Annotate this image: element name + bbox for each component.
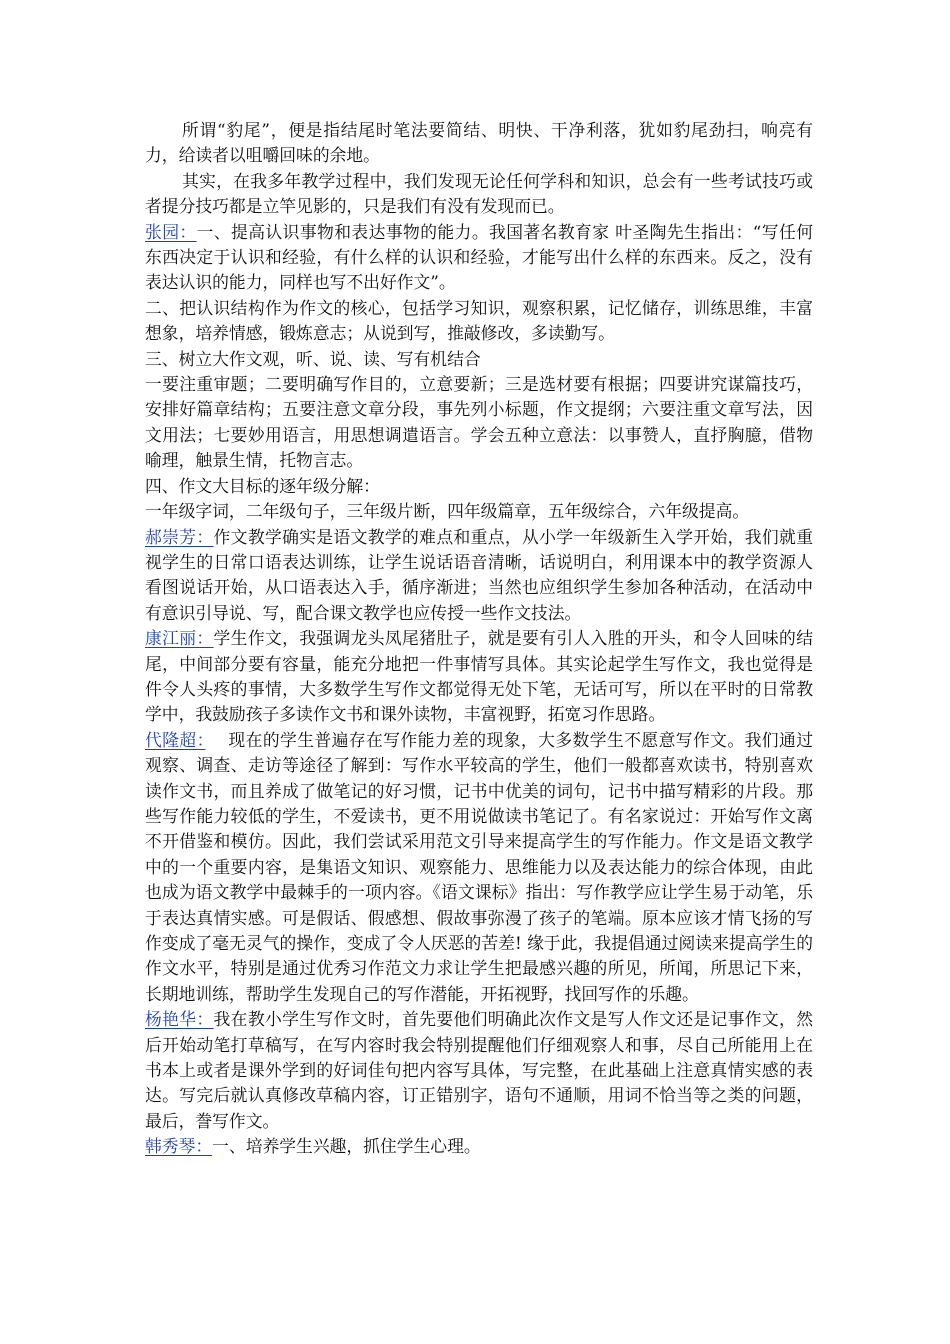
paragraph-seven-requirements [145,372,813,474]
speaker-link-yang-yanhua[interactable]: 杨艳华： [145,1009,214,1030]
paragraph-yang-yanhua [145,1007,813,1134]
speaker-link-dai-longchao[interactable]: 代隆超： [145,729,206,750]
paragraph-text: 学生作文，我强调龙头凤尾猪肚子，就是要有引人入胜的开头，和令人回味的结尾，中间部分要有容量，能充分地把一件事情写具体。其实论起学生写作文，我也觉得是件令人头疼的事情，大多数学生写作文都觉得无处下笔，无话可写，所以在平时的日常教学中，我鼓励孩子多读作文书和课外读物，丰富视野，拓宽习作思路。 [145,628,813,725]
paragraph-point-two [145,296,813,347]
paragraph-text: 一要注重审题；二要明确写作目的，立意要新；三是选材要有根据；四要讲究谋篇技巧，安排好篇章结构；五要注意文章分段，事先列小标题，作文提纲；六要注重文章写法，因文用法；七要妙用语言，用思想调遣语言。学会五种立意法：以事赞人，直抒胸臆，借物喻理，触景生情，托物言志。 [145,374,813,471]
paragraph-text: 三、树立大作文观，听、说、读、写有机结合 [145,348,481,369]
speaker-link-kang-jiangli[interactable]: 康江丽： [145,628,214,649]
paragraph-leopard-tail [145,118,813,169]
paragraph-point-four [145,474,813,499]
paragraph-text: 我在教小学生写作文时，首先要他们明确此次作文是写人作文还是记事作文，然后开始动笔打草稿写，在写内容时我会特别提醒他们仔细观察人和事，尽自己所能用上在书本上或者是课外学到的好词佳句把内容写具体，写完整，在此基础上注意真情实感的表达。写完后就认真修改草稿内容，订正错别字，语句不通顺，用词不恰当等之类的问题，最后，誊写作文。 [145,1009,813,1131]
paragraph-han-xiuqin [145,1134,813,1159]
paragraph-point-three [145,347,813,372]
speaker-link-han-xiuqin[interactable]: 韩秀琴： [145,1136,213,1157]
paragraph-text: 所谓“豹尾”，便是指结尾时笔法要简结、明快、干净利落，犹如豹尾劲扫，响亮有力，给读者以咀嚼回味的余地。 [145,120,813,166]
paragraph-text: 一、培养学生兴趣，抓住学生心理。 [212,1136,481,1157]
speaker-link-zhang-yuan[interactable]: 张园： [145,221,197,242]
paragraph-text: 作文教学确实是语文教学的难点和重点，从小学一年级新生入学开始，我们就重视学生的日常口语表达训练，让学生说话语音清晰，话说明白，利用课本中的教学资源人看图说话开始，从口语表达入手，循序渐进；当然也应组织学生参加各种活动，在活动中有意识引导说、写，配合课文教学也应传授一些作文技法。 [145,526,813,623]
paragraph-exam-skills [145,169,813,220]
paragraph-text: 现在的学生普遍存在写作能力差的现象，大多数学生不愿意写作文。我们通过观察、调查、走访等途径了解到：写作水平较高的学生，他们一般都喜欢读书，特别喜欢读作文书，而且养成了做笔记的好习惯，记书中优美的词句，记书中描写精彩的片段。那些写作能力较低的学生，不爱读书，更不用说做读书笔记了。有名家说过：开始写作文离不开借鉴和模仿。因此，我们尝试采用范文引导来提高学生的写作能力。作文是语文教学中的一个重要内容，是集语文知识、观察能力、思维能力以及表达能力的综合体现，由此也成为语文教学中最棘手的一项内容。《语文课标》指出：写作教学应让学生易于动笔，乐于表达真情实感。可是假话、假感想、假故事弥漫了孩子的笔端。原本应该才情飞扬的写作变成了毫无灵气的操作，变成了令人厌恶的苦差! 缘于此，我提倡通过阅读来提高学生的作文水平，特别是通过优秀习作范文力求让学生把最感兴趣的所见，所闻，所思记下来，长期地训练，帮助学生发现自己的写作潜能，开拓视野，找回写作的乐趣。 [145,729,813,1004]
paragraph-dai-longchao [145,728,813,1007]
document-body [145,118,813,1160]
paragraph-zhang-yuan [145,220,813,296]
paragraph-hao-chongfang [145,525,813,627]
paragraph-text: 一年级字词，二年级句子，三年级片断，四年级篇章，五年级综合，六年级提高。 [145,501,750,522]
speaker-link-hao-chongfang[interactable]: 郝崇芳： [145,526,214,547]
paragraph-grade-goals [145,499,813,524]
paragraph-kang-jiangli [145,626,813,728]
paragraph-text: 其实，在我多年教学过程中，我们发现无论任何学科和知识，总会有一些考试技巧或者提分技巧都是立竿见影的，只是我们有没有发现而已。 [145,170,813,217]
paragraph-text: 二、把认识结构作为作文的核心，包括学习知识，观察积累，记忆储存，训练思维，丰富想象，培养情感，锻炼意志；从说到写，推敲修改，多读勤写。 [145,297,813,344]
paragraph-text: 四、作文大目标的逐年级分解： [145,475,380,496]
paragraph-text: 一、提高认识事物和表达事物的能力。我国著名教育家 叶圣陶先生指出：“写任何东西决定于认识和经验，有什么样的认识和经验，才能写出什么样的东西来。反之，没有表达认识的能力，同样也写不出好作文”。 [145,221,813,293]
